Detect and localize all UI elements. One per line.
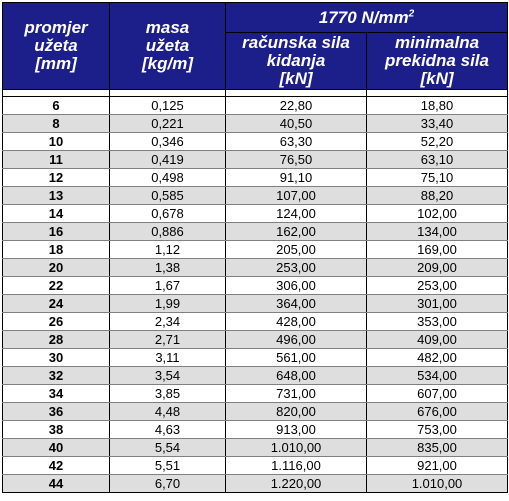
table-row <box>3 277 508 295</box>
header-diameter-line2: užeta <box>34 36 78 55</box>
mass-cell: 3,54 <box>110 367 226 385</box>
header-mass-line1: masa <box>145 18 190 37</box>
diameter-cell: 38 <box>3 421 110 439</box>
mass-cell: 0,498 <box>110 169 226 187</box>
spacer-cell <box>3 90 110 97</box>
diameter-cell: 18 <box>3 241 110 259</box>
min-force-cell: 353,00 <box>367 313 508 331</box>
diameter-cell: 36 <box>3 403 110 421</box>
header-calc-line2: kidanja <box>266 51 326 70</box>
diameter-cell: 6 <box>3 97 110 115</box>
min-force-cell: 169,00 <box>367 241 508 259</box>
mass-cell: 0,585 <box>110 187 226 205</box>
diameter-cell: 24 <box>3 295 110 313</box>
table-row <box>3 133 508 151</box>
calc-force-cell: 1.010,00 <box>226 439 367 457</box>
diameter-cell: 8 <box>3 115 110 133</box>
header-spacer-row <box>3 90 508 97</box>
table-row <box>3 241 508 259</box>
header-diameter-line3: [mm] <box>35 54 77 73</box>
mass-cell: 6,70 <box>110 475 226 493</box>
calc-force-cell: 76,50 <box>226 151 367 169</box>
calc-force-cell: 561,00 <box>226 349 367 367</box>
table-row <box>3 115 508 133</box>
min-force-cell: 534,00 <box>367 367 508 385</box>
calc-force-cell: 63,30 <box>226 133 367 151</box>
header-diameter <box>3 3 110 90</box>
rope-table-container <box>2 2 507 499</box>
min-force-cell: 63,10 <box>367 151 508 169</box>
header-min-line3: [kN] <box>420 69 454 88</box>
min-force-cell: 102,00 <box>367 205 508 223</box>
min-force-cell: 607,00 <box>367 385 508 403</box>
calc-force-cell: 1.220,00 <box>226 475 367 493</box>
table-row <box>3 367 508 385</box>
calc-force-cell: 364,00 <box>226 295 367 313</box>
calc-force-cell: 428,00 <box>226 313 367 331</box>
calc-force-cell: 40,50 <box>226 115 367 133</box>
calc-force-cell: 253,00 <box>226 259 367 277</box>
min-force-cell: 52,20 <box>367 133 508 151</box>
calc-force-cell: 22,80 <box>226 97 367 115</box>
table-row <box>3 421 508 439</box>
min-force-cell: 134,00 <box>367 223 508 241</box>
min-force-cell: 676,00 <box>367 403 508 421</box>
diameter-cell: 32 <box>3 367 110 385</box>
table-row <box>3 187 508 205</box>
mass-cell: 3,11 <box>110 349 226 367</box>
min-force-cell: 301,00 <box>367 295 508 313</box>
diameter-cell: 40 <box>3 439 110 457</box>
min-force-cell: 18,80 <box>367 97 508 115</box>
calc-force-cell: 648,00 <box>226 367 367 385</box>
header-min-line2: prekidna sila <box>385 51 489 70</box>
header-mass <box>110 3 226 90</box>
header-calc-force <box>226 33 367 90</box>
table-body <box>3 97 508 493</box>
table-row <box>3 97 508 115</box>
table-row <box>3 295 508 313</box>
header-min-line1: minimalna <box>394 33 480 52</box>
header-strength-group <box>226 3 508 33</box>
table-row <box>3 457 508 475</box>
header-mass-line2: užeta <box>145 36 190 55</box>
diameter-cell: 30 <box>3 349 110 367</box>
table-row <box>3 385 508 403</box>
mass-cell: 5,51 <box>110 457 226 475</box>
spacer-cell <box>226 90 367 97</box>
calc-force-cell: 496,00 <box>226 331 367 349</box>
mass-cell: 0,419 <box>110 151 226 169</box>
header-mass-line3: [kg/m] <box>142 54 193 73</box>
mass-cell: 5,54 <box>110 439 226 457</box>
calc-force-cell: 731,00 <box>226 385 367 403</box>
mass-cell: 1,67 <box>110 277 226 295</box>
mass-cell: 0,886 <box>110 223 226 241</box>
diameter-cell: 22 <box>3 277 110 295</box>
table-row <box>3 349 508 367</box>
min-force-cell: 209,00 <box>367 259 508 277</box>
mass-cell: 1,12 <box>110 241 226 259</box>
table-row <box>3 223 508 241</box>
calc-force-cell: 124,00 <box>226 205 367 223</box>
header-calc-line1: računska sila <box>242 33 350 52</box>
table-row <box>3 475 508 493</box>
diameter-cell: 28 <box>3 331 110 349</box>
min-force-cell: 753,00 <box>367 421 508 439</box>
diameter-cell: 26 <box>3 313 110 331</box>
diameter-cell: 20 <box>3 259 110 277</box>
min-force-cell: 835,00 <box>367 439 508 457</box>
header-strength-exponent: 2 <box>408 7 415 19</box>
mass-cell: 0,221 <box>110 115 226 133</box>
calc-force-cell: 162,00 <box>226 223 367 241</box>
mass-cell: 4,63 <box>110 421 226 439</box>
min-force-cell: 33,40 <box>367 115 508 133</box>
table-row <box>3 403 508 421</box>
spacer-cell <box>110 90 226 97</box>
calc-force-cell: 820,00 <box>226 403 367 421</box>
min-force-cell: 88,20 <box>367 187 508 205</box>
header-min-force <box>367 33 508 90</box>
diameter-cell: 42 <box>3 457 110 475</box>
diameter-cell: 14 <box>3 205 110 223</box>
table-row <box>3 169 508 187</box>
calc-force-cell: 913,00 <box>226 421 367 439</box>
min-force-cell: 409,00 <box>367 331 508 349</box>
mass-cell: 0,678 <box>110 205 226 223</box>
mass-cell: 3,85 <box>110 385 226 403</box>
min-force-cell: 1.010,00 <box>367 475 508 493</box>
diameter-cell: 44 <box>3 475 110 493</box>
table-row <box>3 205 508 223</box>
table-header <box>3 3 508 97</box>
diameter-cell: 10 <box>3 133 110 151</box>
mass-cell: 0,346 <box>110 133 226 151</box>
calc-force-cell: 1.116,00 <box>226 457 367 475</box>
mass-cell: 1,38 <box>110 259 226 277</box>
mass-cell: 2,34 <box>110 313 226 331</box>
diameter-cell: 13 <box>3 187 110 205</box>
calc-force-cell: 306,00 <box>226 277 367 295</box>
min-force-cell: 75,10 <box>367 169 508 187</box>
table-row <box>3 151 508 169</box>
table-row <box>3 259 508 277</box>
calc-force-cell: 107,00 <box>226 187 367 205</box>
mass-cell: 4,48 <box>110 403 226 421</box>
min-force-cell: 253,00 <box>367 277 508 295</box>
header-calc-line3: [kN] <box>279 69 313 88</box>
table-row <box>3 313 508 331</box>
calc-force-cell: 91,10 <box>226 169 367 187</box>
mass-cell: 2,71 <box>110 331 226 349</box>
rope-specification-table <box>2 2 508 493</box>
calc-force-cell: 205,00 <box>226 241 367 259</box>
diameter-cell: 34 <box>3 385 110 403</box>
mass-cell: 1,99 <box>110 295 226 313</box>
diameter-cell: 11 <box>3 151 110 169</box>
header-strength-value: 1770 N/mm <box>318 7 409 27</box>
table-row <box>3 331 508 349</box>
diameter-cell: 12 <box>3 169 110 187</box>
min-force-cell: 482,00 <box>367 349 508 367</box>
diameter-cell: 16 <box>3 223 110 241</box>
header-diameter-line1: promjer <box>24 18 88 37</box>
table-row <box>3 439 508 457</box>
min-force-cell: 921,00 <box>367 457 508 475</box>
spacer-cell <box>367 90 508 97</box>
mass-cell: 0,125 <box>110 97 226 115</box>
